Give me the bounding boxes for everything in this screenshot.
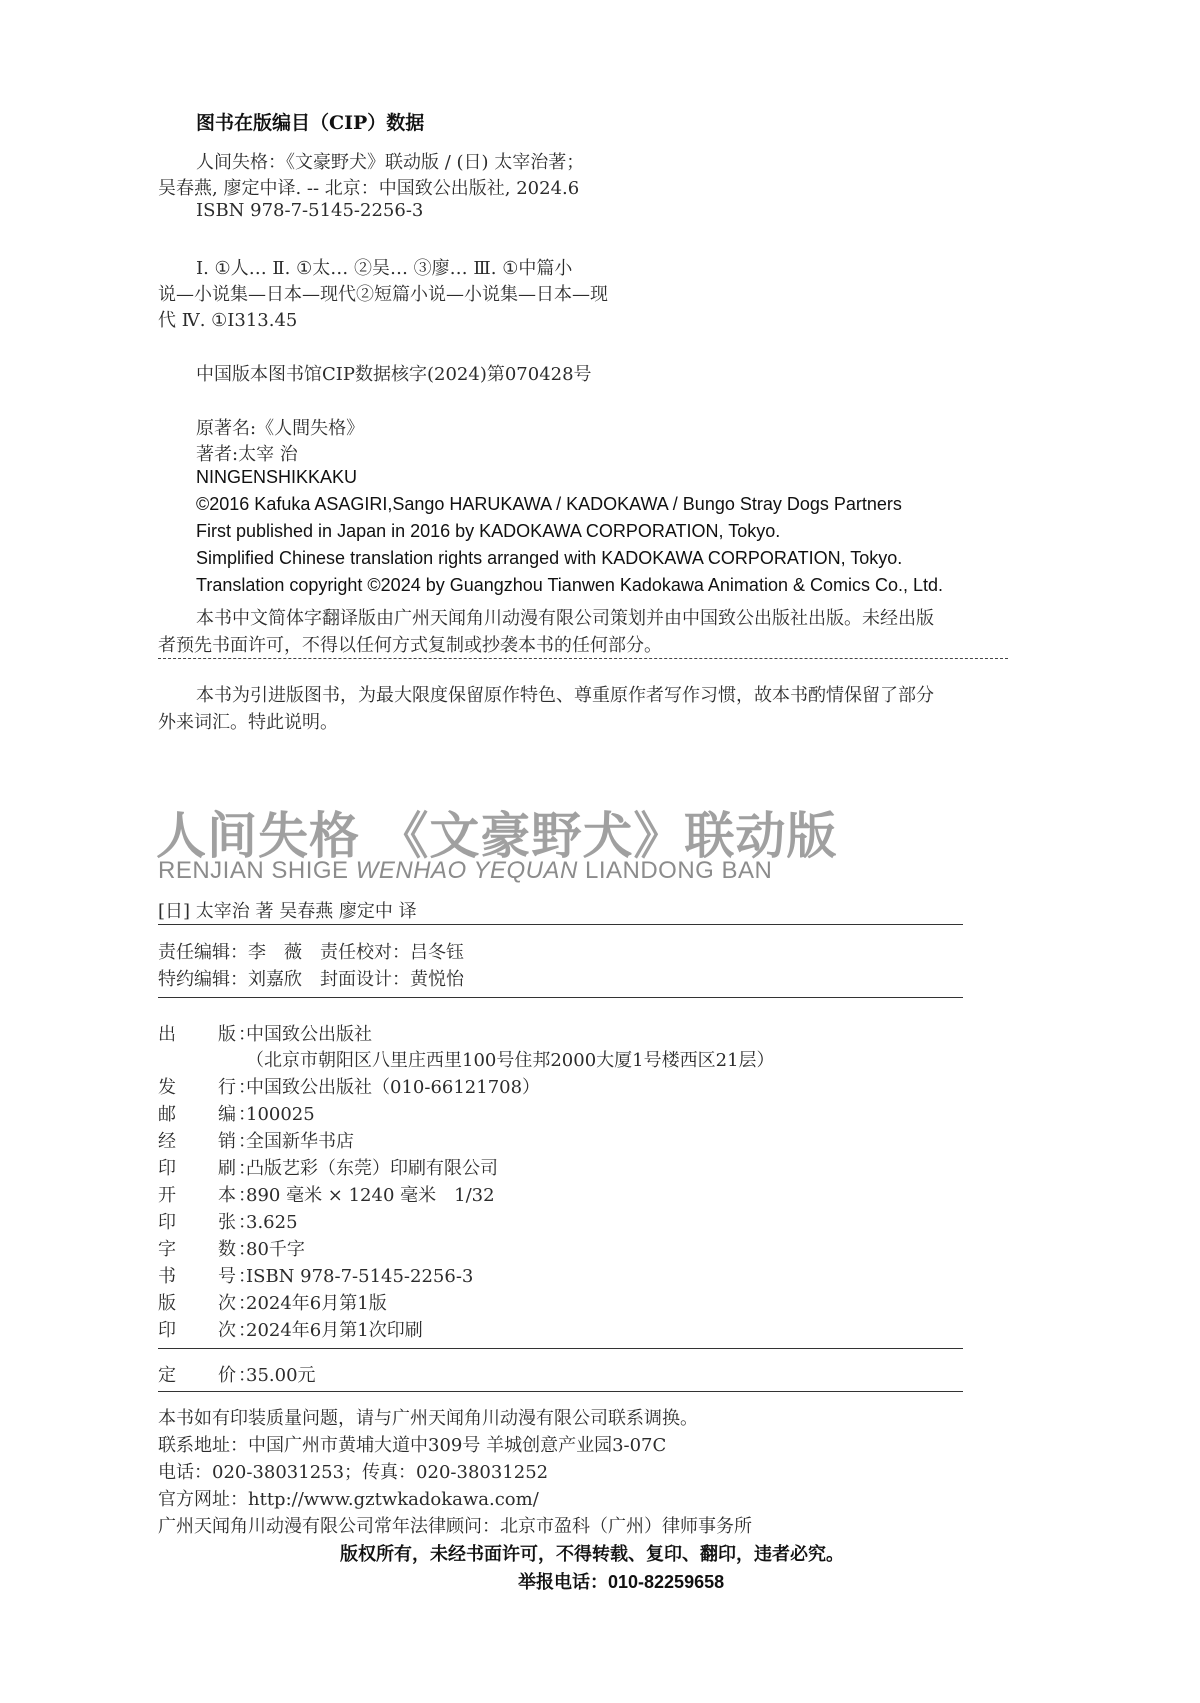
footer-legal: 广州天闻角川动漫有限公司常年法律顾问：北京市盈科（广州）律师事务所 <box>158 1516 752 1537</box>
copyright-line: ©2016 Kafuka ASAGIRI,Sango HARUKAWA / KADOKAWA / Bungo Stray Dogs Partners <box>196 494 902 514</box>
import-statement: 本书为引进版图书，为最大限度保留原作特色、尊重原作者写作习惯，故本书酌情保留了部分 <box>196 685 934 706</box>
cip-line: 人间失格：《文豪野犬》联动版 / (日) 太宰治著； <box>196 152 585 173</box>
import-statement: 外来词汇。特此说明。 <box>158 712 338 733</box>
pub-row: 邮 编：100025 <box>158 1104 315 1125</box>
rights-line: Simplified Chinese translation rights arranged with KADOKAWA CORPORATION, Tokyo. <box>196 548 903 568</box>
cip-line: 吴春燕, 廖定中译. -- 北京：中国致公出版社, 2024.6 <box>158 178 580 199</box>
pub-row: 字 数：80千字 <box>158 1239 305 1260</box>
original-author: 著者:太宰 治 <box>196 444 298 465</box>
price-row: 定 价：35.00元 <box>158 1365 316 1386</box>
cip-classification: 代 Ⅳ. ①I313.45 <box>158 310 298 331</box>
pub-row: 版 次：2024年6月第1版 <box>158 1293 387 1314</box>
book-authors: [日] 太宰治 著 吴春燕 廖定中 译 <box>158 901 417 922</box>
first-published-line: First published in Japan in 2016 by KADOKAWA CORPORATION, Tokyo. <box>196 521 781 541</box>
translation-copyright-line: Translation copyright ©2024 by Guangzhou Tianwen Kadokawa Animation & Comics Co., Ltd. <box>196 575 944 595</box>
cip-classification: Ⅰ. ①人… Ⅱ. ①太… ②吴… ③廖… Ⅲ. ①中篇小 <box>196 258 573 279</box>
divider <box>158 658 1008 659</box>
divider <box>158 997 963 998</box>
pub-row: 经 销：全国新华书店 <box>158 1131 354 1152</box>
publishing-notice: 本书中文简体字翻译版由广州天闻角川动漫有限公司策划并由中国致公出版社出版。未经出版 <box>196 608 934 629</box>
book-title: 人间失格 《文豪野犬》联动版 <box>156 806 838 865</box>
pub-row: 印 刷：凸版艺彩（东莞）印刷有限公司 <box>158 1158 498 1179</box>
cip-isbn: ISBN 978-7-5145-2256-3 <box>196 200 424 221</box>
editors-line: 特约编辑：刘嘉欣 封面设计：黄悦怡 <box>158 969 464 990</box>
cip-number: 中国版本图书馆CIP数据核字(2024)第070428号 <box>196 364 592 385</box>
pub-row: 书 号：ISBN 978-7-5145-2256-3 <box>158 1266 474 1287</box>
divider <box>158 1391 963 1392</box>
footer-website: 官方网址：http://www.gztwkadokawa.com/ <box>158 1489 539 1510</box>
original-romaji: NINGENSHIKKAKU <box>196 467 358 487</box>
pub-row: 印 张：3.625 <box>158 1212 298 1233</box>
book-title-pinyin: RENJIAN SHIGE WENHAO YEQUAN LIANDONG BAN <box>158 857 773 884</box>
footer-phone: 电话：020-38031253；传真：020-38031252 <box>158 1462 549 1483</box>
cip-heading: 图书在版编目（CIP）数据 <box>196 112 425 134</box>
pub-row: （北京市朝阳区八里庄西里100号住邦2000大厦1号楼西区21层） <box>246 1050 775 1071</box>
report-phone: 举报电话：010-82259658 <box>518 1572 725 1592</box>
pub-row: 发 行：中国致公出版社（010-66121708） <box>158 1077 541 1098</box>
editors-line: 责任编辑：李 薇 责任校对：吕冬钰 <box>158 942 464 963</box>
pub-row: 出 版：中国致公出版社 <box>158 1024 372 1045</box>
rights-reserved: 版权所有，未经书面许可，不得转载、复印、翻印，违者必究。 <box>340 1544 844 1565</box>
footer-line: 本书如有印装质量问题，请与广州天闻角川动漫有限公司联系调换。 <box>158 1408 698 1429</box>
divider <box>158 924 963 925</box>
footer-address: 联系地址：中国广州市黄埔大道中309号 羊城创意产业园3-07C <box>158 1435 667 1456</box>
original-title: 原著名:《人間失格》 <box>196 418 365 439</box>
divider <box>158 1348 963 1349</box>
publishing-notice: 者预先书面许可，不得以任何方式复制或抄袭本书的任何部分。 <box>158 635 662 656</box>
cip-classification: 说—小说集—日本—现代②短篇小说—小说集—日本—现 <box>158 284 608 305</box>
pub-row: 印 次：2024年6月第1次印刷 <box>158 1320 423 1341</box>
pub-row: 开 本：890 毫米 × 1240 毫米 1/32 <box>158 1185 495 1206</box>
